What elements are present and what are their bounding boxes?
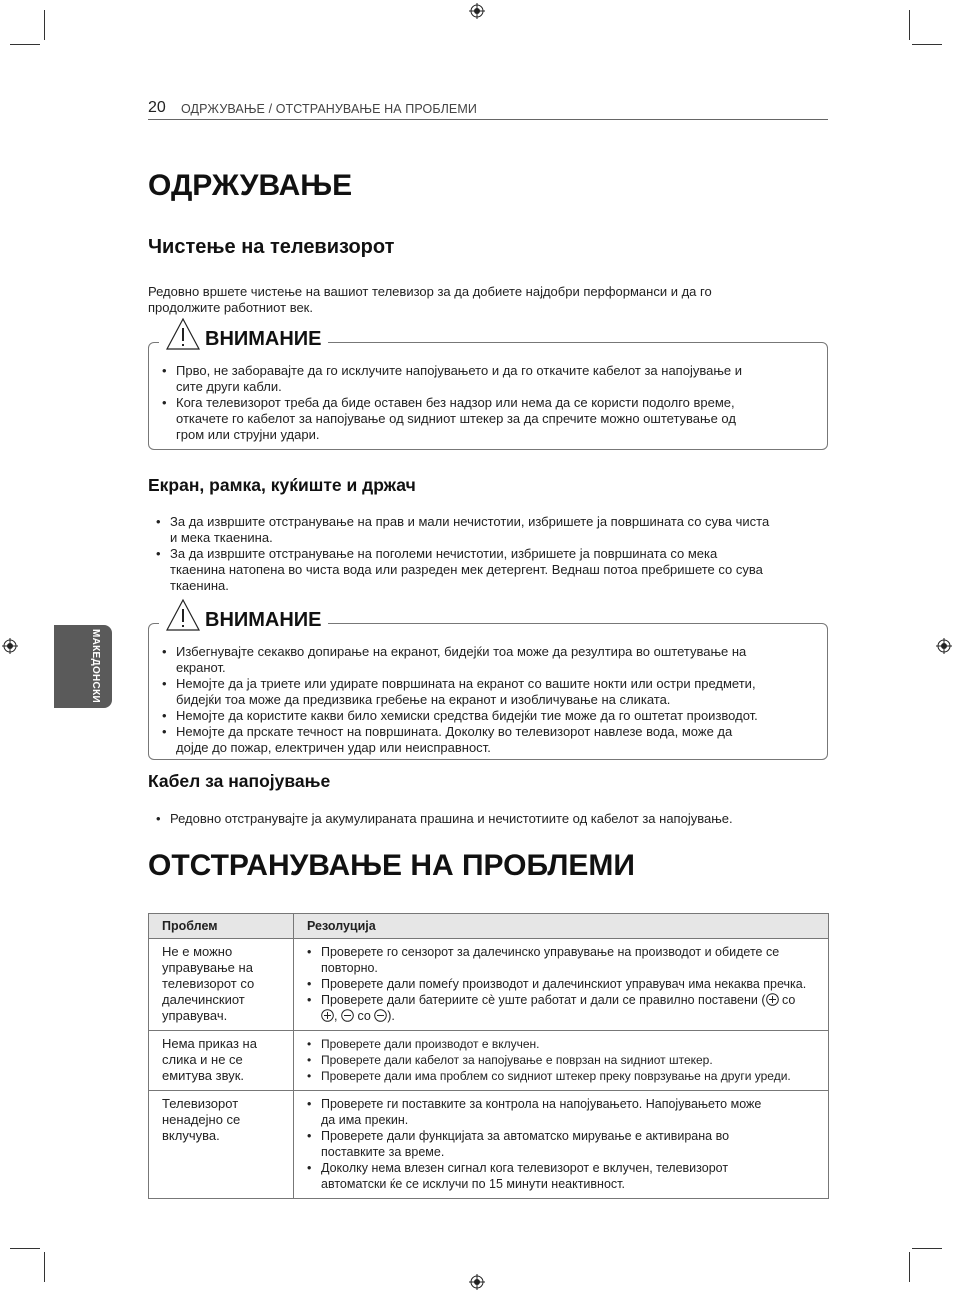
list-item: • Немојте да користите какви било хемиски средства бидејќи тие може да го оштетат производот. [162,708,817,724]
list-item: • Проверете ги поставките за контрола на напојувањето. Напојувањето може да има прекин. [307,1096,815,1128]
column-header-problem: Проблем [149,914,294,939]
plus-terminal-icon [321,1009,334,1022]
crop-mark [909,10,910,40]
list-item: • Проверете дали батериите сè уште работат и дали се правилно поставени ( со , со ). [307,992,815,1024]
minus-terminal-icon [374,1009,387,1022]
problem-cell: Нема приказ на слика и не се емитува звук. [149,1031,294,1091]
heading-power-cord: Кабел за напојување [148,771,331,791]
table-header-row [149,914,829,939]
list-item: • Доколку нема влезен сигнал кога телевизорот е вклучен, телевизорот автоматски ќе се исклучи по 15 минути неактивност. [307,1160,815,1192]
minus-terminal-icon [341,1009,354,1022]
registration-mark-icon [936,638,952,654]
troubleshooting-table [148,913,829,1199]
list-item: • Проверете дали кабелот за напојување е поврзан на ѕидниот штекер. [307,1052,815,1068]
registration-mark-icon [2,638,18,654]
list-item: • Проверете дали производот е вклучен. [307,1036,815,1052]
language-side-tab [54,625,112,708]
resolution-cell [294,1031,829,1091]
cleaning-intro: Редовно вршете чистење на вашиот телевизор за да добиете најдобри перформанси и да го продолжите работниот век. [148,284,712,315]
list-item: • Избегнувајте секакво допирање на екранот, бидејќи тоа може да резултира во оштетување на екранот. [162,644,817,676]
list-item: • За да извршите отстранување на прав и мали нечистотии, избришете ја површината со сува чиста и мека ткаенина. [156,514,828,546]
list-item: • Проверете дали помеѓу производот и далечинскиот управувач има некаква пречка. [307,976,815,992]
caution-list [162,363,817,443]
problem-cell: Телевизорот ненадејно се вклучува. [149,1091,294,1199]
caution-box [148,609,828,760]
warning-triangle-icon [165,598,201,632]
running-header [148,99,828,120]
resolution-cell [294,939,829,1031]
caution-list [162,644,817,756]
list-item: • Проверете го сензорот за далечинско управување на производот и обидете се повторно. [307,944,815,976]
list-item: • Проверете дали функцијата за автоматско мирување е активирана во поставките за време. [307,1128,815,1160]
screen-care-list [156,514,828,594]
heading-screen-frame: Екран, рамка, куќиште и држач [148,475,416,495]
column-header-resolution: Резолуција [294,914,829,939]
heading-cleaning: Чистење на телевизорот [148,236,395,258]
crop-mark [44,10,45,40]
caution-label: ВНИМАНИЕ [205,328,322,350]
registration-mark-icon [469,3,485,19]
registration-mark-icon [469,1274,485,1290]
running-title: ОДРЖУВАЊЕ / ОТСТРАНУВАЊЕ НА ПРОБЛЕМИ [181,102,477,116]
crop-mark [44,1252,45,1282]
caution-caption [159,317,328,351]
table-row [149,939,829,1031]
list-item: • Немојте да прскате течност на површината. Доколку во телевизорот навлезе вода, може да дојде до пожар, електричен удар или неисправност. [162,724,817,756]
crop-mark [912,1248,942,1249]
list-item: • Прво, не заборавајте да го исклучите напојувањето и да го откачите кабелот за напојување и сите други кабли. [162,363,817,395]
table-row [149,1031,829,1091]
list-item: • Немојте да ја триете или удирате површината на екранот со вашите нокти или остри предмети, бидејќи тоа може да предизвика гребење на екранот и изобличување на сликата. [162,676,817,708]
plus-terminal-icon [766,993,779,1006]
list-item: • Редовно отстранувајте ја акумулираната прашина и нечистотиите од кабелот за напојување. [156,811,828,827]
crop-mark [10,44,40,45]
resolution-cell [294,1091,829,1199]
crop-mark [909,1252,910,1282]
list-item: • За да извршите отстранување на поголеми нечистотии, избришете ја површината со мека ткаенина натопена во чиста вода или разреден мек детергент. Веднаш потоа пребришете со сува ткаенина. [156,546,828,594]
section-title-troubleshooting: ОТСТРАНУВАЊЕ НА ПРОБЛЕМИ [148,849,635,882]
crop-mark [912,44,942,45]
warning-triangle-icon [165,317,201,351]
power-cord-list [156,811,828,827]
list-item: • Проверете дали има проблем со ѕидниот штекер преку поврзување на други уреди. [307,1068,815,1084]
list-item: • Кога телевизорот треба да биде оставен без надзор или нема да се користи подолго време, откачете го кабелот за напојување од ѕидниот штекер за да спречите можно оштетување од гром или струјни удари. [162,395,817,443]
caution-label: ВНИМАНИЕ [205,609,322,631]
crop-mark [10,1248,40,1249]
language-label: МАКЕДОНСКИ [90,629,101,703]
caution-caption [159,598,328,632]
problem-cell: Не е можно управување на телевизорот со далечинскиот управувач. [149,939,294,1031]
section-title-maintenance: ОДРЖУВАЊЕ [148,169,353,202]
caution-box [148,328,828,450]
page-number: 20 [148,99,166,116]
table-row [149,1091,829,1199]
